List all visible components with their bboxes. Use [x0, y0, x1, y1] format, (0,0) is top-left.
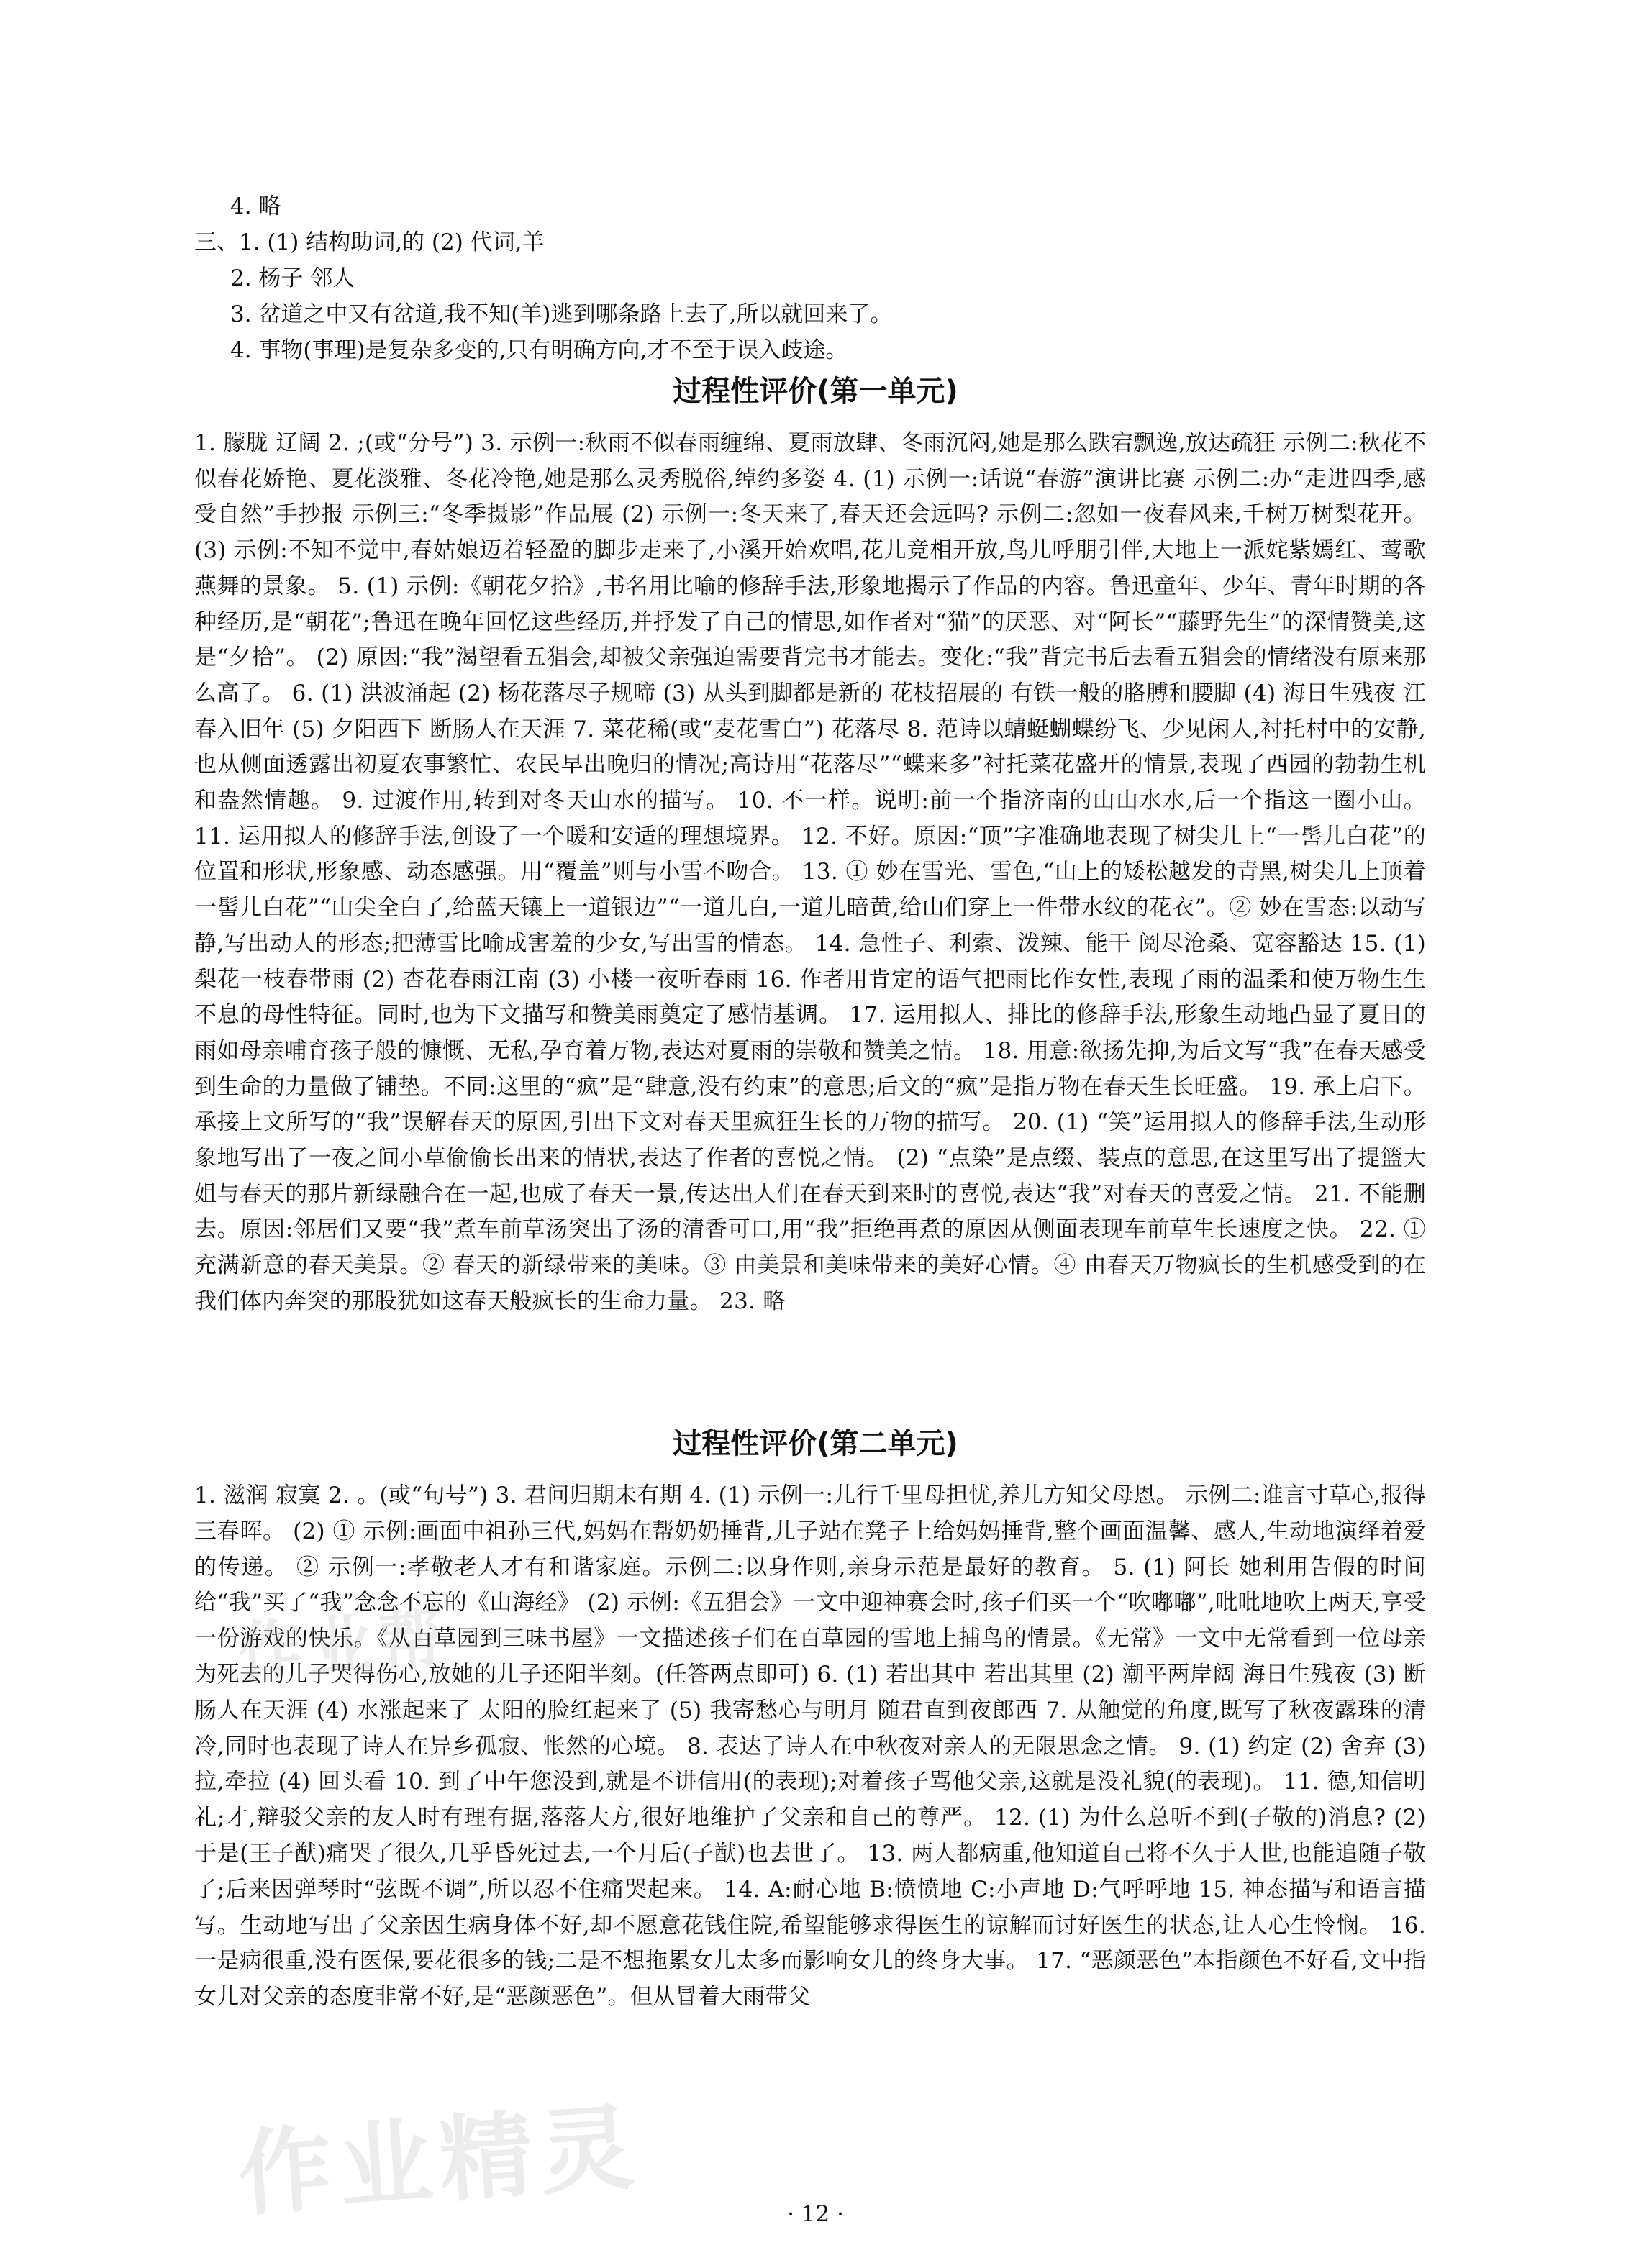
- section-1-answers: 1. 朦胧 辽阔 2. ;(或“分号”) 3. 示例一:秋雨不似春雨缠绵、夏雨放肆、冬雨沉闷,她是那么跌宕飘逸,放达疏狂 示例二:秋花不似春花娇艳、夏花淡雅、冬花冷艳,她是那么灵秀脱俗,绰约多姿 4. (1) 示例一:话说“春游”演讲比赛 示例二:办“走进四季,感受自然”手抄报 示例三:“冬季摄影”作品展 (2) 示例一:冬天来了,春天还会远吗? 示例二:忽如一夜春风来,千树万树梨花开。 (3) 示例:不知不觉中,春姑娘迈着轻盈的脚步走来了,小溪开始欢唱,花儿竞相开放,鸟儿呼朋引伴,大地上一派姹紫嫣红、莺歌燕舞的景象。 5. (1) 示例:《朝花夕拾》,书名用比喻的修辞手法,形象地揭示了作品的内容。鲁迅童年、少年、青年时期的各种经历,是“朝花”;鲁迅在晚年回忆这些经历,并抒发了自己的情思,如作者对“猫”的厌恶、对“阿长”“藤野先生”的深情赞美,这是“夕拾”。 (2) 原因:“我”渴望看五猖会,却被父亲强迫需要背完书才能去。变化:“我”背完书后去看五猖会的情绪没有原来那么高了。 6. (1) 洪波涌起 (2) 杨花落尽子规啼 (3) 从头到脚都是新的 花枝招展的 有铁一般的胳膊和腰脚 (4) 海日生残夜 江春入旧年 (5) 夕阳西下 断肠人在天涯 7. 菜花稀(或“麦花雪白”) 花落尽 8. 范诗以蜻蜓蝴蝶纷飞、少见闲人,衬托村中的安静,也从侧面透露出初夏农事繁忙、农民早出晚归的情况;高诗用“花落尽”“蝶来多”衬托菜花盛开的情景,表现了西园的勃勃生机和盎然情趣。 9. 过渡作用,转到对冬天山水的描写。 10. 不一样。说明:前一个指济南的山山水水,后一个指这一圈小山。 11. 运用拟人的修辞手法,创设了一个暖和安适的理想境界。 12. 不好。原因:“顶”字准确地表现了树尖儿上“一髻儿白花”的位置和形状,形象感、动态感强。用“覆盖”则与小雪不吻合。 13. ① 妙在雪光、雪色,“山上的矮松越发的青黑,树尖儿上顶着一髻儿白花”“山尖全白了,给蓝天镶上一道银边”“一道儿白,一道儿暗黄,给山们穿上一件带水纹的花衣”。② 妙在雪态:以动写静,写出动人的形态;把薄雪比喻成害羞的少女,写出雪的情态。 14. 急性子、利索、泼辣、能干 阅尽沧桑、宽容豁达 15. (1) 梨花一枝春带雨 (2) 杏花春雨江南 (3) 小楼一夜听春雨 16. 作者用肯定的语气把雨比作女性,表现了雨的温柔和使万物生生不息的母性特征。同时,也为下文描写和赞美雨奠定了感情基调。 17. 运用拟人、排比的修辞手法,形象生动地凸显了夏日的雨如母亲哺育孩子般的慷慨、无私,孕育着万物,表达对夏雨的崇敬和赞美之情。 18. 用意:欲扬先抑,为后文写“我”在春天感受到生命的力量做了铺垫。不同:这里的“疯”是“肆意,没有约束”的意思;后文的“疯”是指万物在春天生长旺盛。 19. 承上启下。承接上文所写的“我”误解春天的原因,引出下文对春天里疯狂生长的万物的描写。 20. (1) “笑”运用拟人的修辞手法,生动形象地写出了一夜之间小草偷偷长出来的情状,表达了作者的喜悦之情。 (2) “点染”是点缀、装点的意思,在这里写出了提篮大姐与春天的那片新绿融合在一起,也成了春天一景,传达出人们在春天到来时的喜悦,表达“我”对春天的喜爱之情。 21. 不能删去。原因:邻居们又要“我”煮车前草汤突出了汤的清香可口,用“我”拒绝再煮的原因从侧面表现车前草生长速度之快。 22. ① 充满新意的春天美景。② 春天的新绿带来的美味。③ 由美景和美味带来的美好心情。④ 由春天万物疯长的生机感受到的在我们体内奔突的那股犹如这春天般疯长的生命力量。 23. 略: [194, 430, 1426, 1314]
- intro-line-2: 三、1. (1) 结构助词,的 (2) 代词,羊: [194, 229, 545, 255]
- intro-line-5: 4. 事物(事理)是复杂多变的,只有明确方向,才不至于误入歧途。: [230, 337, 848, 363]
- section-2-title: 过程性评价(第二单元): [673, 1427, 958, 1460]
- section-1-title: 过程性评价(第一单元): [673, 375, 958, 408]
- watermark: 作业精灵: [235, 2092, 645, 2230]
- intro-line-4: 3. 岔道之中又有岔道,我不知(羊)逃到哪条路上去了,所以就回来了。: [230, 301, 893, 327]
- intro-line-3: 2. 杨子 邻人: [230, 265, 355, 291]
- intro-line-1: 4. 略: [230, 193, 281, 219]
- page-number: · 12 ·: [787, 2201, 844, 2227]
- section-2-answers: 1. 滋润 寂寞 2. 。(或“句号”) 3. 君问归期未有期 4. (1) 示例一:儿行千里母担忧,养儿方知父母恩。 示例二:谁言寸草心,报得三春晖。 (2) ① 示例:画面中祖孙三代,妈妈在帮奶奶捶背,儿子站在凳子上给妈妈捶背,整个画面温馨、感人,生动地演绎着爱的传递。 ② 示例一:孝敬老人才有和谐家庭。示例二:以身作则,亲身示范是最好的教育。 5. (1) 阿长 她利用告假的时间给“我”买了“我”念念不忘的《山海经》 (2) 示例:《五猖会》一文中迎神赛会时,孩子们买一个“吹嘟嘟”,吡吡地吹上两天,享受一份游戏的快乐。《从百草园到三味书屋》一文描述孩子们在百草园的雪地上捕鸟的情景。《无常》一文中无常看到一位母亲为死去的儿子哭得伤心,放她的儿子还阳半刻。(任答两点即可) 6. (1) 若出其中 若出其里 (2) 潮平两岸阔 海日生残夜 (3) 断肠人在天涯 (4) 水涨起来了 太阳的脸红起来了 (5) 我寄愁心与明月 随君直到夜郎西 7. 从触觉的角度,既写了秋夜露珠的清冷,同时也表现了诗人在异乡孤寂、怅然的心境。 8. 表达了诗人在中秋夜对亲人的无限思念之情。 9. (1) 约定 (2) 舍弃 (3) 拉,牵拉 (4) 回头看 10. 到了中午您没到,就是不讲信用(的表现);对着孩子骂他父亲,这就是没礼貌(的表现)。 11. 德,知信明礼;才,辩驳父亲的友人时有理有据,落落大方,很好地维护了父亲和自己的尊严。 12. (1) 为什么总听不到(子敬的)消息? (2) 于是(王子猷)痛哭了很久,几乎昏死过去,一个月后(子猷)也去世了。 13. 两人都病重,他知道自己将不久于人世,也能追随子敬了;后来因弹琴时“弦既不调”,所以忍不住痛哭起来。 14. A:耐心地 B:愤愤地 C:小声地 D:气呼呼地 15. 神态描写和语言描写。生动地写出了父亲因生病身体不好,却不愿意花钱住院,希望能够求得医生的谅解而讨好医生的状态,让人心生怜悯。 16. 一是病很重,没有医保,要花很多的钱;二是不想拖累女儿太多而影响女儿的终身大事。 17. “恶颜恶色”本指颜色不好看,文中指女儿对父亲的态度非常不好,是“恶颜恶色”。但从冒着大雨带父: [194, 1483, 1426, 2010]
- intro-answers: [194, 188, 1432, 368]
- watermark-small: 作业帮: [235, 1600, 452, 1692]
